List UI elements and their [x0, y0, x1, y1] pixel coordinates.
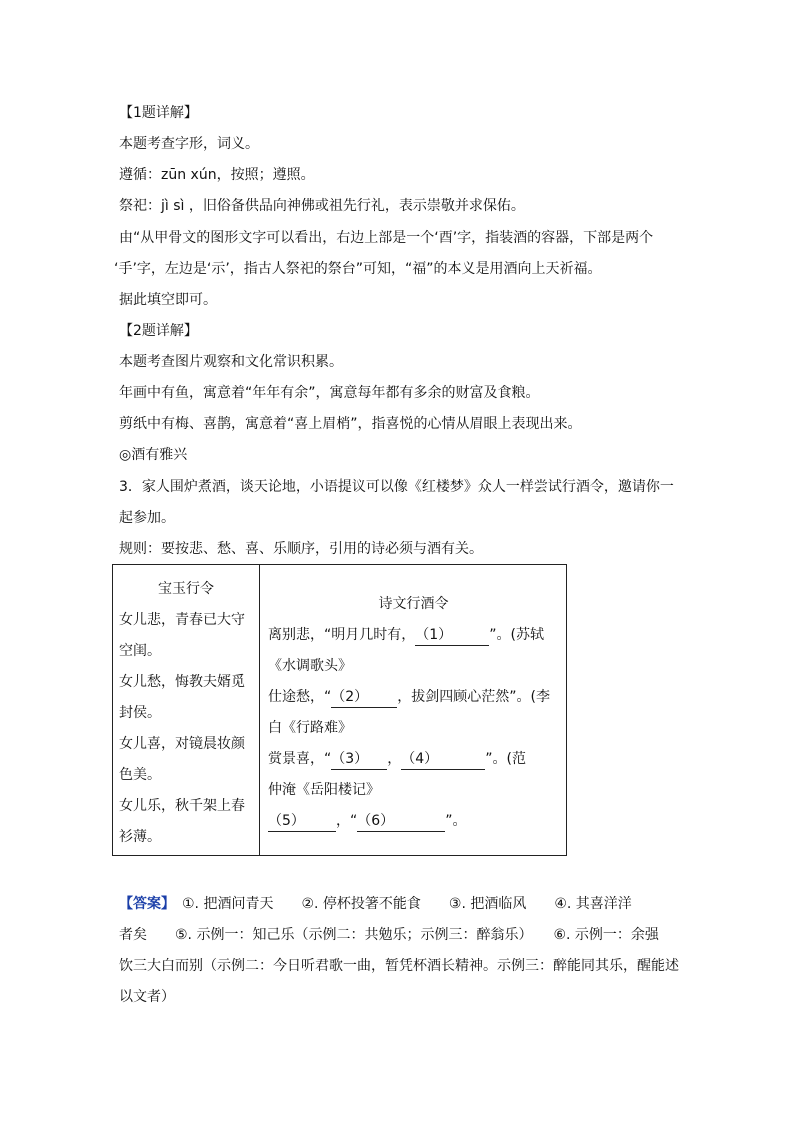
q3-line2: 起参加。	[119, 510, 175, 526]
answer-line-2: 者矣 ⑤. 示例一：知己乐（示例二：共勉乐；示例三：醉翁乐） ⑥. 示例一：余强	[119, 927, 659, 943]
baoyu-line: 封侯。	[119, 705, 161, 721]
baoyu-cell	[113, 565, 260, 856]
poetry-title: 诗文行酒令	[378, 596, 449, 612]
baoyu-line: 衫薄。	[119, 829, 161, 845]
answer-blank-1[interactable]: （1）	[415, 625, 489, 646]
answer-blank-6[interactable]: （6）	[357, 811, 445, 832]
q1-zunxun: 遵循：zūn xún，按照；遵照。	[119, 167, 315, 183]
poetry-row-4: （5） ，“（6） ”。	[268, 811, 467, 832]
q1-quote-line1: 由“从甲骨文的图形文字可以看出，右边上部是一个‘酉’字，指装酒的容器，下部是两个	[119, 230, 654, 246]
q2-fish: 年画中有鱼，寓意着“年年有余”，寓意每年都有多余的财富及食粮。	[119, 385, 540, 401]
baoyu-line: 女儿悲，青春已大守	[119, 612, 245, 628]
answer-blank-2[interactable]: （2）	[331, 687, 397, 708]
answer-blank-4[interactable]: （4）	[401, 749, 485, 770]
q2-intro: 本题考查图片观察和文化常识积累。	[119, 354, 343, 370]
baoyu-line: 女儿愁，悔教夫婿觅	[119, 674, 245, 690]
baoyu-title: 宝玉行令	[158, 581, 214, 597]
baoyu-line: 空闺。	[119, 643, 161, 659]
q2-heading: 【2题详解】	[119, 323, 198, 339]
baoyu-line: 女儿喜，对镜晨妆颜	[119, 736, 245, 752]
section-title: ◎酒有雅兴	[119, 447, 188, 463]
q2-plum: 剪纸中有梅、喜鹊，寓意着“喜上眉梢”，指喜悦的心情从眉眼上表现出来。	[119, 416, 582, 432]
answer-label: 【答案】	[119, 896, 168, 912]
answer-line-1: 【答案】 ①. 把酒问青天 ②. 停杯投箸不能食 ③. 把酒临风 ④. 其喜洋洋	[119, 896, 632, 912]
answer-blank-5[interactable]: （5）	[268, 811, 336, 832]
drinking-game-table	[112, 564, 567, 856]
baoyu-line: 女儿乐，秋千架上春	[119, 798, 245, 814]
q1-heading: 【1题详解】	[119, 105, 198, 121]
q3-line1: 3．家人围炉煮酒，谈天论地，小语提议可以像《红楼梦》众人一样尝试行酒令，邀请你一	[119, 479, 674, 495]
poetry-row-2: 仕途愁，“（2） ，拔剑四顾心茫然”。(李	[268, 687, 550, 708]
answer-line-4: 以文者）	[119, 989, 175, 1005]
poetry-cell	[260, 565, 567, 856]
q1-quote-line2: ‘手’字，左边是‘示’，指古人祭祀的祭台”可知，“福”的本义是用酒向上天祈福。	[114, 261, 602, 277]
poetry-source-2: 白《行路难》	[268, 720, 352, 736]
poetry-row-3: 赏景喜，“（3） ，（4） ”。(范	[268, 749, 526, 770]
answer-line-3: 饮三大白而别（示例二：今日听君歌一曲，暂凭杯酒长精神。示例三：醉能同其乐，醒能述	[119, 958, 679, 974]
poetry-source-1: 《水调歌头》	[268, 658, 352, 674]
q1-conclusion: 据此填空即可。	[119, 292, 217, 308]
q3-rule: 规则：要按悲、愁、喜、乐顺序，引用的诗必须与酒有关。	[119, 541, 483, 557]
answer-block	[119, 889, 679, 1013]
baoyu-line: 色美。	[119, 767, 161, 783]
poetry-source-3: 仲淹《岳阳楼记》	[268, 782, 380, 798]
q1-jisi: 祭祀：jì sì ，旧俗备供品向神佛或祖先行礼，表示崇敬并求保佑。	[119, 198, 525, 214]
poetry-row-1: 离别悲，“明月几时有，（1） ”。(苏轼	[268, 625, 544, 646]
answer-blank-3[interactable]: （3）	[331, 749, 387, 770]
q1-intro: 本题考查字形，词义。	[119, 136, 259, 152]
